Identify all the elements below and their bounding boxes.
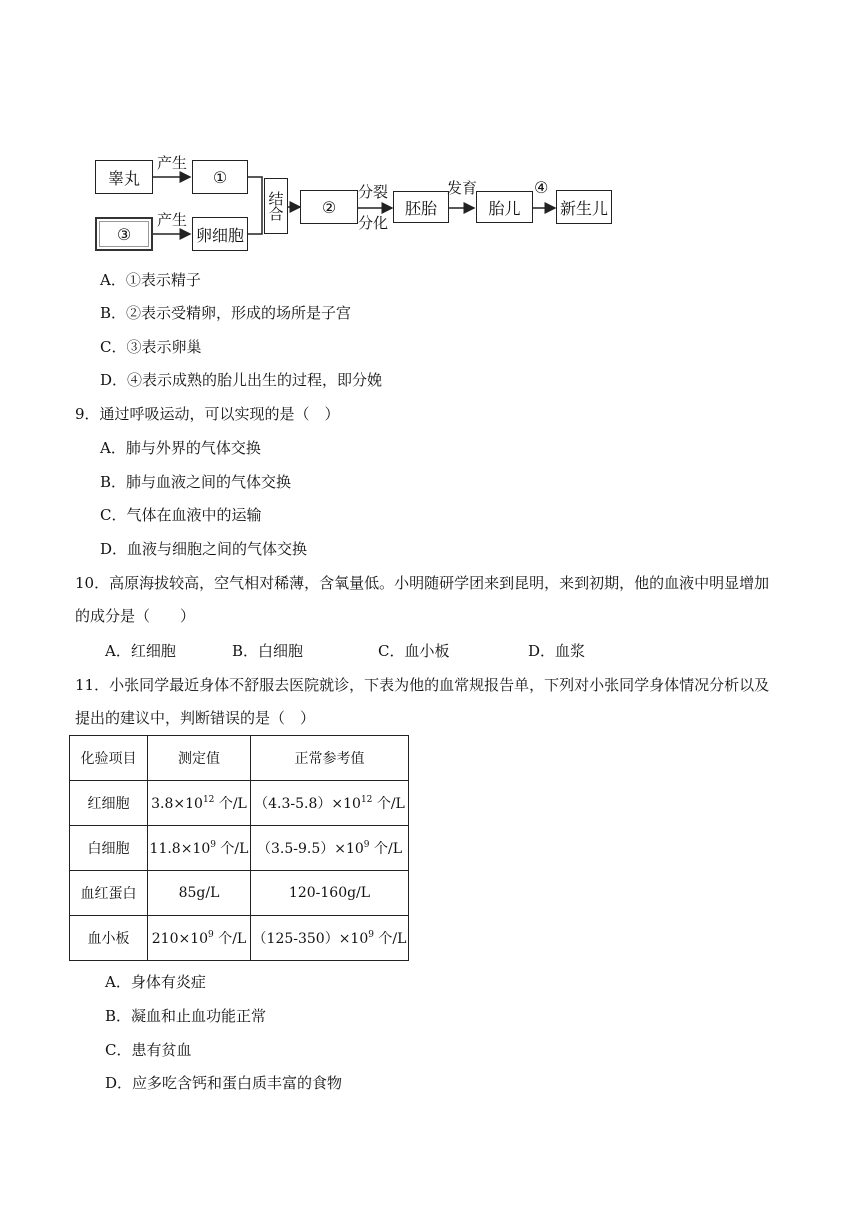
table-row	[70, 826, 409, 871]
q9-option-c: C．气体在血液中的运输	[100, 506, 262, 524]
q11-option-c: C．患有贫血	[105, 1041, 192, 1059]
cell-reference: $(4.3-5.8)\times 10^{12}$ 个/L	[251, 781, 409, 826]
q11-stem-line2: 提出的建议中，判断错误的是（ ）	[75, 709, 316, 727]
q8-option-c: C．③表示卵巢	[100, 338, 202, 356]
cell-measured: $11.8\times 10^9$ 个/L	[148, 826, 251, 871]
node-combine: 结合	[264, 178, 288, 234]
q10-stem-line2: 的成分是（ ）	[75, 607, 196, 625]
node-testis: 睾丸	[95, 160, 153, 194]
q10-option-a: A．红细胞	[105, 642, 176, 660]
cell-measured: $210\times 10^9$ 个/L	[148, 916, 251, 961]
label-divide: 分裂	[358, 183, 389, 201]
label-produce-top: 产生	[157, 154, 188, 172]
label-develop: 发育	[447, 179, 478, 197]
q10-stem-line1: 10．高原海拔较高，空气相对稀薄，含氧量低。小明随研学团来到昆明，来到初期，他的血液中明显增加	[75, 574, 770, 592]
node-egg-cell: 卵细胞	[192, 217, 248, 251]
cell-measured: $3.8\times 10^{12}$ 个/L	[148, 781, 251, 826]
node-fetus: 胎儿	[476, 191, 533, 223]
node-1: ①	[192, 160, 248, 194]
label-produce-bottom: 产生	[157, 211, 188, 229]
q9-option-b: B．肺与血液之间的气体交换	[100, 473, 292, 491]
q10-option-d: D．血浆	[528, 642, 586, 660]
cell-measured: 85g/L	[148, 871, 251, 916]
cell-item: 白细胞	[70, 826, 148, 871]
table-row	[70, 871, 409, 916]
q10-option-b: B．白细胞	[232, 642, 304, 660]
q9-option-a: A．肺与外界的气体交换	[100, 439, 261, 457]
node-newborn: 新生儿	[556, 190, 612, 224]
table-header-row	[70, 736, 409, 781]
blood-test-table	[69, 735, 409, 961]
header-item: 化验项目	[70, 736, 148, 781]
header-measured: 测定值	[148, 736, 251, 781]
header-reference: 正常参考值	[251, 736, 409, 781]
node-2: ②	[300, 190, 358, 224]
cell-reference: 120-160g/L	[251, 871, 409, 916]
cell-reference: $(3.5-9.5)\times 10^9$ 个/L	[251, 826, 409, 871]
label-4: ④	[534, 178, 549, 197]
q11-option-b: B．凝血和止血功能正常	[105, 1007, 267, 1025]
q11-option-a: A．身体有炎症	[105, 973, 206, 991]
cell-item: 血红蛋白	[70, 871, 148, 916]
q11-stem-line1: 11．小张同学最近身体不舒服去医院就诊，下表为他的血常规报告单，下列对小张同学身体情况分析以及	[75, 676, 770, 694]
q8-option-b: B．②表示受精卵，形成的场所是子宫	[100, 304, 352, 322]
q10-option-c: C．血小板	[378, 642, 450, 660]
label-differentiate: 分化	[358, 214, 389, 232]
cell-reference: $(125-350)\times 10^9$ 个/L	[251, 916, 409, 961]
cell-item: 红细胞	[70, 781, 148, 826]
node-embryo: 胚胎	[393, 191, 449, 223]
table-row	[70, 916, 409, 961]
q9-stem: 9．通过呼吸运动，可以实现的是（ ）	[75, 405, 340, 423]
connector-c1	[248, 177, 262, 234]
cell-item: 血小板	[70, 916, 148, 961]
table-row	[70, 781, 409, 826]
q9-option-d: D．血液与细胞之间的气体交换	[100, 540, 308, 558]
node-3: ③	[95, 217, 153, 251]
q11-option-d: D．应多吃含钙和蛋白质丰富的食物	[105, 1074, 343, 1092]
q8-option-a: A．①表示精子	[100, 271, 201, 289]
q8-option-d: D．④表示成熟的胎儿出生的过程，即分娩	[100, 371, 383, 389]
